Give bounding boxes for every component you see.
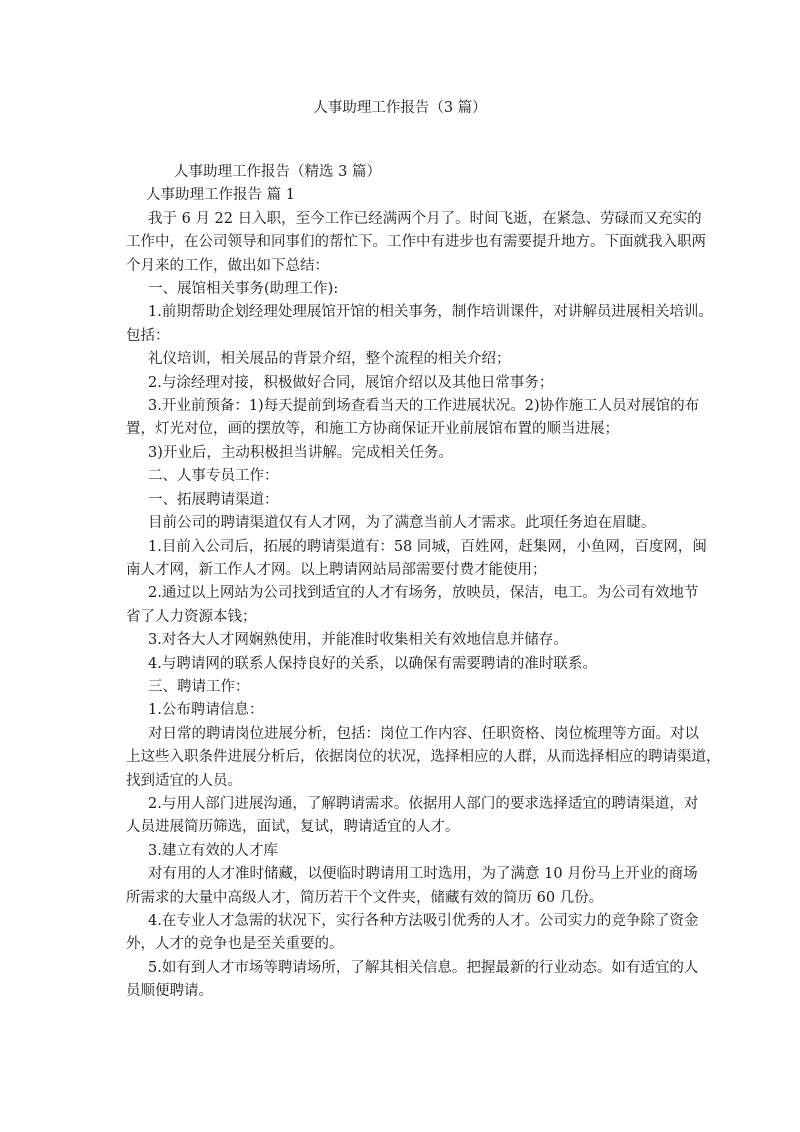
text-line: 人事助理工作报告 篇 1 <box>146 187 295 204</box>
text-line: 一、展馆相关事务(助理工作): <box>148 281 339 298</box>
text-line: 2.通过以上网站为公司找到适宜的人才有场务，放映员，保洁，电工。为公司有效地节 <box>148 585 699 602</box>
text-line: 5.如有到人才市场等聘请场所，了解其相关信息。把握最新的行业动态。如有适宜的人 <box>148 959 699 976</box>
text-line: 外，人才的竞争也是至关重要的。 <box>126 936 344 953</box>
text-line: 南人才网，新工作人才网。以上聘请网站局部需要付费才能使用； <box>126 561 547 578</box>
text-line: 目前公司的聘请渠道仅有人才网，为了满意当前人才需求。此项任务迫在眉睫。 <box>148 515 656 532</box>
document-body <box>126 161 721 1004</box>
text-line: 所需求的大量中高级人才，简历若干个文件夹，储藏有效的简历 60 几份。 <box>126 889 604 906</box>
text-line: 省了人力资源本钱； <box>126 608 257 625</box>
text-line: 人事助理工作报告（精选 3 篇） <box>174 164 381 180</box>
text-line: 4.在专业人才急需的状况下，实行各种方法吸引优秀的人才。公司实力的竞争除了资金 <box>148 913 699 929</box>
text-line: 3.建立有效的人才库 <box>148 842 278 859</box>
text-line: 3.开业前预备：1)每天提前到场查看当天的工作进展状况。2)协作施工人员对展馆的布 <box>148 398 700 415</box>
text-line: 个月来的工作，做出如下总结： <box>126 257 329 274</box>
text-line: 1.前期帮助企划经理处理展馆开馆的相关事务，制作培训课件，对讲解员进展相关培训。 <box>148 304 713 321</box>
text-line: 1.目前入公司后，拓展的聘请渠道有：58 同城，百姓网，赶集网，小鱼网，百度网，闽 <box>148 538 707 555</box>
text-line: 2.与涂经理对接，积极做好合同，展馆介绍以及其他日常事务； <box>148 374 554 391</box>
text-line: 人员进展简历筛选，面试，复试，聘请适宜的人才。 <box>126 819 460 836</box>
document-title: 人事助理工作报告（3 篇） <box>313 100 487 116</box>
text-line: 1.公布聘请信息： <box>148 702 264 719</box>
text-line: 上这些入职条件进展分析后，依据岗位的状况，选择相应的人群，从而选择相应的聘请渠道， <box>126 749 721 766</box>
text-line: 对日常的聘请岗位进展分析，包括：岗位工作内容、任职资格、岗位梳理等方面。对以 <box>148 725 699 742</box>
text-line: 3.对各大人才网娴熟使用，并能准时收集相关有效地信息并储存。 <box>148 632 568 649</box>
text-line: 礼仪培训，相关展品的背景介绍，整个流程的相关介绍； <box>148 351 511 368</box>
text-line: 包括： <box>126 327 170 344</box>
text-line: 我于 6 月 22 日入职，至今工作已经满两个月了。时间飞逝，在紧急、劳碌而又充实的 <box>148 210 702 227</box>
text-line: 一、拓展聘请渠道： <box>148 491 279 508</box>
text-line: 3)开业后，主动积极担当讲解。完成相关任务。 <box>148 444 453 461</box>
text-line: 找到适宜的人员。 <box>126 772 242 789</box>
text-line: 置，灯光对位，画的摆放等，和施工方协商保证开业前展馆布置的顺当进展； <box>126 421 619 438</box>
text-line: 工作中，在公司领导和同事们的帮忙下。工作中有进步也有需要提升地方。下面就我入职两 <box>126 234 706 251</box>
text-line: 三、聘请工作： <box>148 678 250 695</box>
text-line: 2.与用人部门进展沟通，了解聘请需求。依据用人部门的要求选择适宜的聘请渠道，对 <box>148 795 699 812</box>
text-line: 二、人事专员工作： <box>148 468 279 485</box>
text-line: 员顺便聘请。 <box>126 983 213 1000</box>
text-line: 4.与聘请网的联系人保持良好的关系，以确保有需要聘请的准时联系。 <box>148 655 597 672</box>
text-line: 对有用的人才准时储藏，以便临时聘请用工时选用，为了满意 10 月份马上开业的商场 <box>148 866 698 883</box>
